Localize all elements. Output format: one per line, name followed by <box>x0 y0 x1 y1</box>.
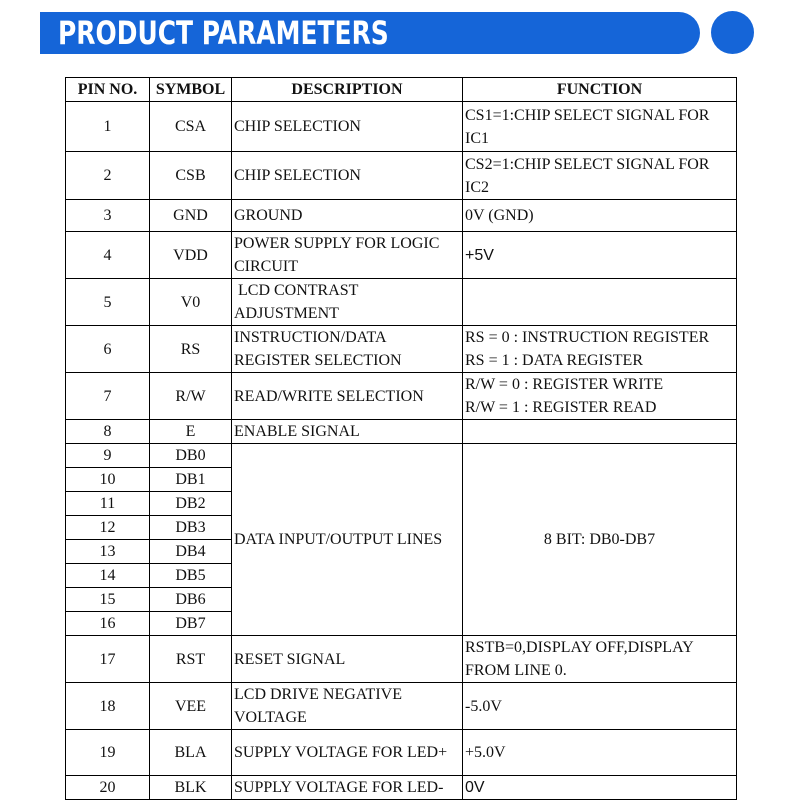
function-cell: CS2=1:CHIP SELECT SIGNAL FOR IC2 <box>463 152 737 200</box>
parameters-table <box>65 77 737 800</box>
symbol-cell: DB6 <box>150 588 232 612</box>
pin-cell: 14 <box>66 564 150 588</box>
pin-cell: 11 <box>66 492 150 516</box>
table-row <box>66 420 737 444</box>
function-cell: 8 BIT: DB0-DB7 <box>463 444 737 636</box>
pin-cell: 9 <box>66 444 150 468</box>
function-cell: CS1=1:CHIP SELECT SIGNAL FOR IC1 <box>463 102 737 152</box>
function-cell: +5V <box>463 232 737 279</box>
page-title: PRODUCT PARAMETERS <box>58 14 389 52</box>
symbol-cell: CSB <box>150 152 232 200</box>
function-cell <box>463 326 737 373</box>
pin-cell: 1 <box>66 102 150 152</box>
symbol-cell: DB5 <box>150 564 232 588</box>
function-cell <box>463 420 737 444</box>
symbol-cell: DB1 <box>150 468 232 492</box>
description-cell: POWER SUPPLY FOR LOGIC CIRCUIT <box>232 232 463 279</box>
symbol-cell: BLA <box>150 730 232 776</box>
function-cell: RSTB=0,DISPLAY OFF,DISPLAY FROM LINE 0. <box>463 636 737 683</box>
pin-cell: 8 <box>66 420 150 444</box>
pin-cell: 18 <box>66 683 150 730</box>
pin-cell: 10 <box>66 468 150 492</box>
description-cell: SUPPLY VOLTAGE FOR LED- <box>232 776 463 800</box>
symbol-cell: DB4 <box>150 540 232 564</box>
symbol-cell: RST <box>150 636 232 683</box>
pin-cell: 19 <box>66 730 150 776</box>
symbol-cell: VEE <box>150 683 232 730</box>
table-row <box>66 683 737 730</box>
decorative-circle <box>711 11 754 54</box>
pin-cell: 17 <box>66 636 150 683</box>
description-cell: DATA INPUT/OUTPUT LINES <box>232 444 463 636</box>
function-line: RS = 1 : DATA REGISTER <box>465 352 643 369</box>
symbol-cell: DB2 <box>150 492 232 516</box>
function-cell: -5.0V <box>463 683 737 730</box>
function-cell: +5.0V <box>463 730 737 776</box>
pin-cell: 3 <box>66 200 150 232</box>
symbol-cell: DB3 <box>150 516 232 540</box>
header-function: FUNCTION <box>463 78 737 102</box>
table-row <box>66 730 737 776</box>
title-banner <box>40 12 700 54</box>
description-cell: CHIP SELECTION <box>232 152 463 200</box>
description-cell: LCD DRIVE NEGATIVE VOLTAGE <box>232 683 463 730</box>
description-cell: READ/WRITE SELECTION <box>232 373 463 420</box>
table-row <box>66 636 737 683</box>
table-row <box>66 776 737 800</box>
pin-cell: 2 <box>66 152 150 200</box>
pin-cell: 6 <box>66 326 150 373</box>
symbol-cell: GND <box>150 200 232 232</box>
table-row <box>66 200 737 232</box>
symbol-cell: V0 <box>150 279 232 326</box>
table-row <box>66 152 737 200</box>
description-cell: CHIP SELECTION <box>232 102 463 152</box>
pin-cell: 4 <box>66 232 150 279</box>
function-cell: 0V <box>463 776 737 800</box>
description-cell: RESET SIGNAL <box>232 636 463 683</box>
symbol-cell: R/W <box>150 373 232 420</box>
symbol-cell: DB0 <box>150 444 232 468</box>
symbol-cell: BLK <box>150 776 232 800</box>
table-row <box>66 279 737 326</box>
header-description: DESCRIPTION <box>232 78 463 102</box>
pin-cell: 20 <box>66 776 150 800</box>
description-cell: ENABLE SIGNAL <box>232 420 463 444</box>
table-row <box>66 102 737 152</box>
pin-cell: 15 <box>66 588 150 612</box>
function-cell <box>463 373 737 420</box>
symbol-cell: E <box>150 420 232 444</box>
description-cell: GROUND <box>232 200 463 232</box>
symbol-cell: VDD <box>150 232 232 279</box>
symbol-cell: DB7 <box>150 612 232 636</box>
pin-cell: 7 <box>66 373 150 420</box>
table-row <box>66 232 737 279</box>
function-cell <box>463 279 737 326</box>
description-cell: SUPPLY VOLTAGE FOR LED+ <box>232 730 463 776</box>
function-line: R/W = 1 : REGISTER READ <box>465 399 657 416</box>
table-row <box>66 444 737 468</box>
symbol-cell: CSA <box>150 102 232 152</box>
function-line: RS = 0 : INSTRUCTION REGISTER <box>465 329 710 346</box>
header-symbol: SYMBOL <box>150 78 232 102</box>
pin-cell: 16 <box>66 612 150 636</box>
pin-cell: 13 <box>66 540 150 564</box>
header-pin: PIN NO. <box>66 78 150 102</box>
description-cell: INSTRUCTION/DATA REGISTER SELECTION <box>232 326 463 373</box>
pin-cell: 12 <box>66 516 150 540</box>
description-cell: LCD CONTRAST ADJUSTMENT <box>232 279 463 326</box>
function-cell: 0V (GND) <box>463 200 737 232</box>
table-header-row <box>66 78 737 102</box>
pin-cell: 5 <box>66 279 150 326</box>
table-row <box>66 373 737 420</box>
function-line: R/W = 0 : REGISTER WRITE <box>465 376 664 393</box>
symbol-cell: RS <box>150 326 232 373</box>
table-row <box>66 326 737 373</box>
